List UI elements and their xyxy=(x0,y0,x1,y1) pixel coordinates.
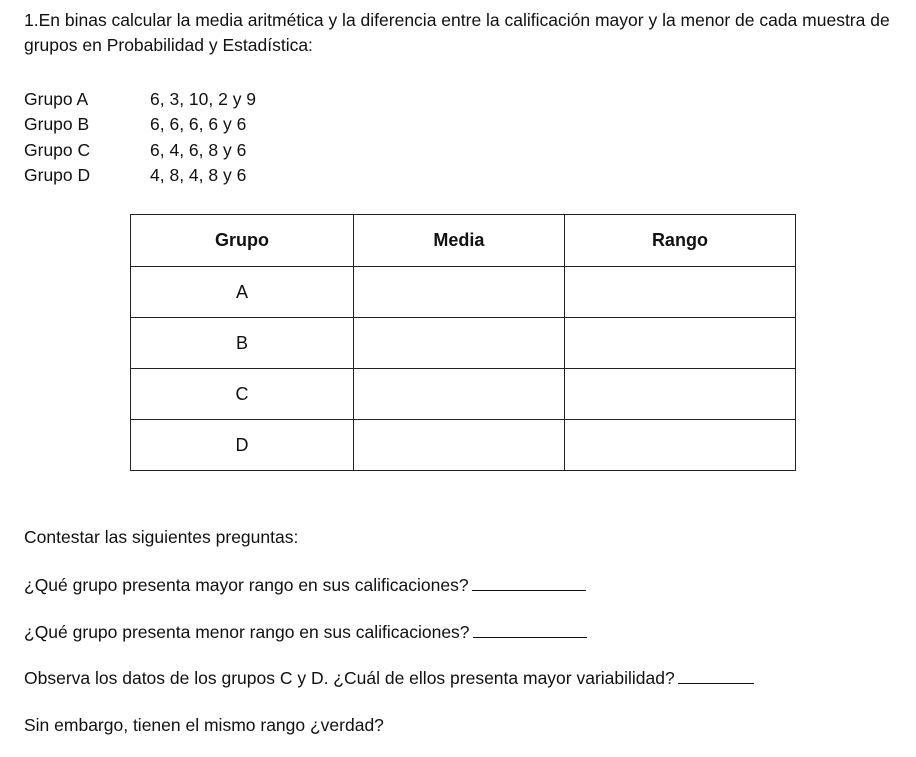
group-values: 6, 3, 10, 2 y 9 xyxy=(150,89,257,109)
table-row xyxy=(131,420,796,471)
group-name: Grupo B xyxy=(24,114,90,135)
group-row-d xyxy=(24,163,256,188)
instructions-paragraph: 1.En binas calcular la media aritmética y la diferencia entre la calificación mayor y la menor de cada muestra de grupos en Probabilidad y Estadística: xyxy=(24,10,890,55)
group-values: 6, 4, 6, 8 y 6 xyxy=(150,139,247,160)
question-1 xyxy=(24,575,586,596)
header-media: Media xyxy=(353,215,564,267)
header-rango: Rango xyxy=(564,215,795,267)
question-2-text: ¿Qué grupo presenta menor rango en sus calificaciones? xyxy=(24,622,470,642)
question-4: Sin embargo, tienen el mismo rango ¿verdad? xyxy=(24,715,384,735)
question-3-text: Observa los datos de los grupos C y D. ¿Cuál de ellos presenta mayor variabilidad? xyxy=(24,668,675,688)
group-row-c xyxy=(24,138,256,163)
cell-media[interactable] xyxy=(353,369,564,420)
cell-rango[interactable] xyxy=(564,369,795,420)
question-3 xyxy=(24,668,754,689)
cell-rango[interactable] xyxy=(564,267,795,318)
group-name: Grupo D xyxy=(24,164,91,185)
questions-heading: Contestar las siguientes preguntas: xyxy=(24,527,299,547)
question-1-text: ¿Qué grupo presenta mayor rango en sus calificaciones? xyxy=(24,575,469,595)
results-table xyxy=(130,214,796,471)
group-data-list xyxy=(24,87,256,188)
cell-grupo: C xyxy=(131,369,354,420)
cell-media[interactable] xyxy=(353,420,564,471)
header-grupo: Grupo xyxy=(131,215,354,267)
question-2 xyxy=(24,622,587,643)
cell-grupo: B xyxy=(131,318,354,369)
cell-media[interactable] xyxy=(353,267,564,318)
cell-media[interactable] xyxy=(353,318,564,369)
group-values: 6, 6, 6, 6 y 6 xyxy=(150,114,247,135)
cell-rango[interactable] xyxy=(564,420,795,471)
group-values: 4, 8, 4, 8 y 6 xyxy=(150,164,247,185)
cell-grupo: D xyxy=(131,420,354,471)
table-row xyxy=(131,267,796,318)
cell-rango[interactable] xyxy=(564,318,795,369)
group-name: Grupo C xyxy=(24,139,91,160)
answer-blank-3[interactable] xyxy=(678,682,754,684)
table-row xyxy=(131,369,796,420)
answer-blank-1[interactable] xyxy=(472,589,586,591)
answer-blank-2[interactable] xyxy=(473,636,587,638)
group-row-b xyxy=(24,112,256,137)
group-name: Grupo A xyxy=(24,89,89,109)
table-header-row xyxy=(131,215,796,267)
group-row-a xyxy=(24,87,256,112)
table-row xyxy=(131,318,796,369)
cell-grupo: A xyxy=(131,267,354,318)
